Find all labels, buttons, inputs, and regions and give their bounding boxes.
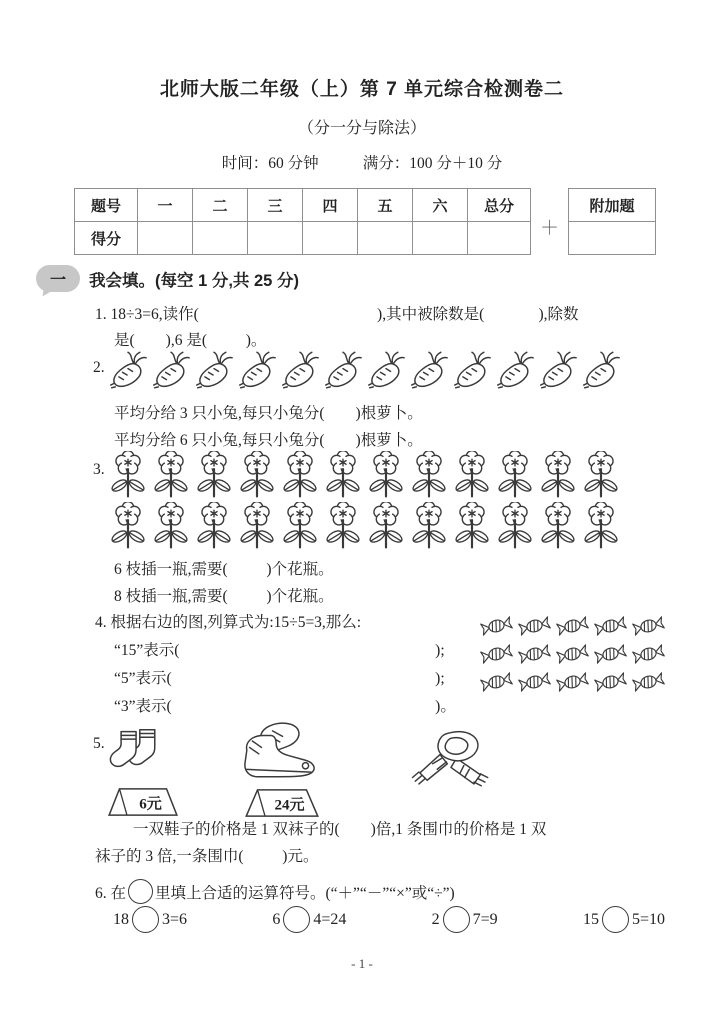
section-number: 一	[49, 272, 66, 289]
flower-icon	[108, 451, 148, 500]
socks-price-tag	[105, 786, 181, 818]
score-value-row	[75, 222, 531, 255]
carrot-icon	[581, 350, 621, 391]
flower-icon	[237, 502, 277, 551]
score-row-label: 得分	[75, 222, 138, 255]
score-header-cell: 六	[413, 189, 468, 222]
equation-left: 2	[431, 910, 440, 928]
socks-price: 6元	[139, 796, 162, 813]
carrot-icon	[495, 350, 535, 391]
page-number: - 1 -	[351, 956, 373, 971]
score-blank-cell	[248, 222, 303, 255]
equation	[113, 906, 187, 933]
q4-line3: “3”表示( )。	[114, 698, 456, 715]
equation	[432, 906, 498, 933]
score-blank-cell	[468, 222, 531, 255]
bonus-table	[568, 188, 656, 255]
operator-circle	[128, 879, 153, 904]
carrot-icon	[538, 350, 578, 391]
q2-line1: 平均分给 3 只小兔,每只小兔分( )根萝卜。	[114, 405, 423, 422]
equation-left: 15	[582, 910, 599, 928]
q3-number: 3.	[93, 461, 105, 478]
q4-intro: 4. 根据右边的图,列算式为:15÷5=3,那么:	[95, 614, 362, 631]
full-score-label: 满分：100 分＋10 分	[362, 155, 503, 172]
carrot-icon	[237, 350, 277, 391]
operator-circle	[443, 906, 470, 933]
flower-icon	[452, 451, 492, 500]
equation-right: 4=24	[313, 910, 347, 928]
q3-line1: 6 枝插一瓶,需要( )个花瓶。	[114, 561, 334, 578]
time-label: 时间：60 分钟	[221, 155, 319, 172]
flower-icon	[581, 502, 621, 551]
flower-icon	[409, 502, 449, 551]
socks-item	[99, 726, 187, 818]
flower-icon	[280, 502, 320, 551]
carrot-icon	[323, 350, 363, 391]
q1-line2: 是( ),6 是( )。	[114, 332, 267, 349]
carrot-icon	[194, 350, 234, 391]
page-subtitle: （分一分与除法）	[297, 120, 426, 137]
q5-number: 5.	[93, 735, 105, 752]
bonus-blank-cell	[569, 222, 656, 255]
flower-icon	[538, 502, 578, 551]
flower-icon	[495, 451, 535, 500]
score-header-cell: 四	[303, 189, 358, 222]
operator-circle	[283, 906, 310, 933]
q4-line2: “5”表示( );	[114, 670, 445, 687]
bonus-header: 附加题	[569, 189, 656, 222]
q5-line1: 一双鞋子的价格是 1 双袜子的( )倍,1 条围巾的价格是 1 双	[133, 821, 547, 838]
flower-icon	[323, 451, 363, 500]
flower-icon	[237, 451, 277, 500]
q6-prefix: 6. 在	[95, 885, 127, 902]
scarf-item	[407, 727, 495, 795]
q4-line1: “15”表示( );	[114, 642, 445, 659]
q2-number: 2.	[93, 359, 105, 376]
flower-icon	[108, 502, 148, 551]
score-blank-cell	[193, 222, 248, 255]
shoes-icon	[226, 719, 330, 785]
operator-circle	[602, 906, 629, 933]
shoes-price: 24元	[274, 797, 305, 814]
score-header-cell: 二	[193, 189, 248, 222]
q6-heading	[95, 879, 455, 904]
q6-suffix: 里填上合适的运算符号。(“＋”“－”“×”或“÷”)	[155, 885, 455, 902]
q6-equations	[113, 906, 665, 933]
carrot-icon	[366, 350, 406, 391]
equation-right: 7=9	[472, 910, 498, 928]
flower-icon	[151, 451, 191, 500]
exam-meta	[0, 151, 724, 173]
plus-sign: ＋	[540, 218, 560, 239]
shoes-price-tag	[242, 787, 322, 819]
flower-icon	[194, 502, 234, 551]
score-header-cell: 三	[248, 189, 303, 222]
score-blank-cell	[413, 222, 468, 255]
section-title: 我会填。(每空 1 分,共 25 分)	[89, 271, 299, 290]
section-one-heading	[36, 265, 299, 292]
flower-grid	[106, 451, 630, 553]
score-blank-cell	[138, 222, 193, 255]
operator-circle	[132, 906, 159, 933]
page-title: 北师大版二年级（上）第 7 单元综合检测卷二	[159, 79, 565, 100]
candy-grid	[477, 612, 670, 696]
score-header-cell: 题号	[75, 189, 138, 222]
carrot-icon	[409, 350, 449, 391]
equation	[583, 906, 665, 933]
equation-right: 3=6	[162, 910, 188, 928]
flower-icon	[280, 451, 320, 500]
flower-icon	[581, 451, 621, 500]
q5-line2: 袜子的 3 倍,一条围巾( )元。	[95, 848, 319, 865]
q2-line2: 平均分给 6 只小兔,每只小兔分( )根萝卜。	[114, 432, 423, 449]
score-header-cell: 五	[358, 189, 413, 222]
carrot-icon	[151, 350, 191, 391]
score-table	[74, 188, 531, 255]
carrot-row	[106, 350, 630, 391]
q3-line2: 8 枝插一瓶,需要( )个花瓶。	[114, 588, 334, 605]
score-header-cell: 总分	[468, 189, 531, 222]
carrot-icon	[108, 350, 148, 391]
q1-line1: 1. 18÷3=6,读作( ),其中被除数是( ),除数	[95, 306, 579, 323]
flower-icon	[495, 502, 535, 551]
score-blank-cell	[303, 222, 358, 255]
section-number-badge	[36, 265, 80, 292]
equation	[272, 906, 346, 933]
flower-icon	[409, 451, 449, 500]
flower-icon	[194, 451, 234, 500]
carrot-icon	[452, 350, 492, 391]
flower-icon	[323, 502, 363, 551]
flower-icon	[452, 502, 492, 551]
score-header-row	[75, 189, 531, 222]
score-header-cell: 一	[138, 189, 193, 222]
equation-left: 18	[113, 910, 129, 928]
scarf-icon	[407, 727, 495, 795]
carrot-icon	[280, 350, 320, 391]
equation-right: 5=10	[631, 910, 665, 928]
score-blank-cell	[358, 222, 413, 255]
flower-icon	[366, 502, 406, 551]
flower-icon	[151, 502, 191, 551]
flower-icon	[538, 451, 578, 500]
flower-icon	[366, 451, 406, 500]
shoes-item	[226, 719, 338, 819]
socks-icon	[99, 726, 175, 784]
equation-left: 6	[272, 910, 281, 928]
score-table-area	[74, 188, 656, 255]
